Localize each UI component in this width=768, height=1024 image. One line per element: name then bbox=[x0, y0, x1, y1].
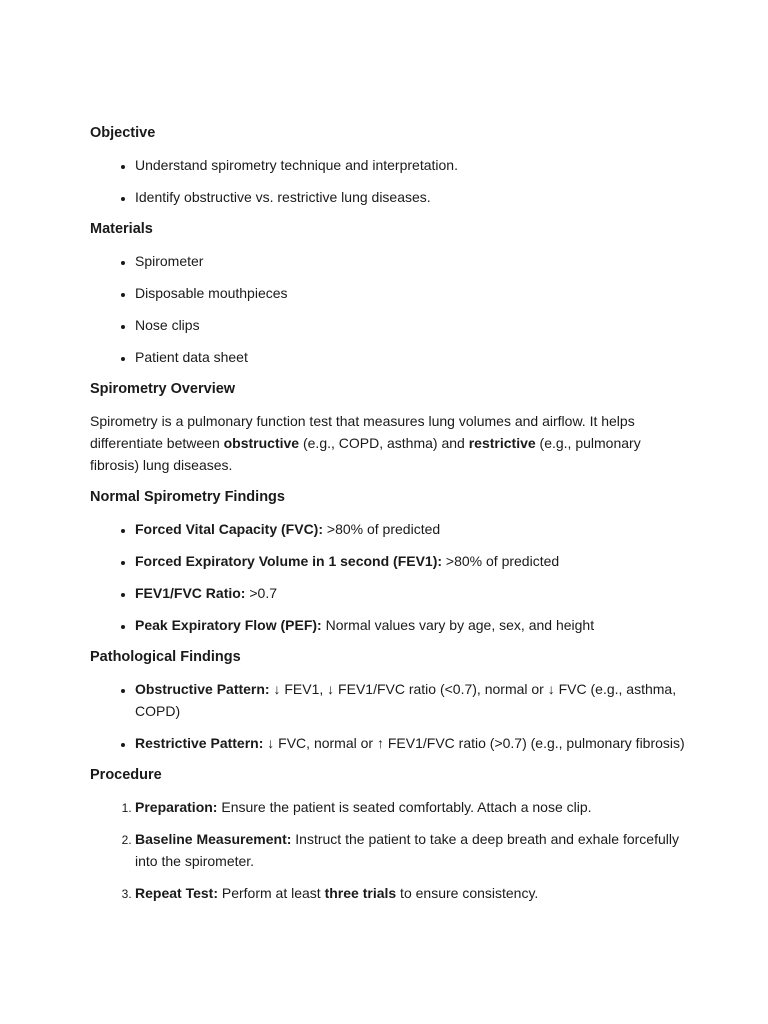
step-label: Repeat Test: bbox=[135, 885, 218, 901]
obstructive-term: obstructive bbox=[223, 435, 300, 451]
overview-paragraph bbox=[90, 410, 690, 476]
list-item: • Patient data sheet bbox=[135, 346, 690, 368]
finding-value: >80% of predicted bbox=[442, 553, 560, 569]
finding-label: Peak Expiratory Flow (PEF): bbox=[135, 617, 322, 633]
step-text: Instruct the patient to take a deep breath and exhale forcefully into the spirometer. bbox=[135, 831, 679, 869]
list-item: • Understand spirometry technique and interpretation. bbox=[135, 154, 690, 176]
pathological-findings-heading: Pathological Findings bbox=[90, 649, 241, 665]
list-item bbox=[135, 550, 690, 572]
step-text: Ensure the patient is seated comfortably. Attach a nose clip. bbox=[217, 799, 592, 815]
finding-value: Normal values vary by age, sex, and height bbox=[321, 617, 595, 633]
finding-label: Forced Vital Capacity (FVC): bbox=[135, 521, 324, 537]
list-item bbox=[135, 614, 690, 636]
list-item: • Nose clips bbox=[135, 314, 690, 336]
step-emphasis: three trials bbox=[324, 885, 397, 901]
procedure-step bbox=[135, 882, 690, 904]
list-item: • Spirometer bbox=[135, 250, 690, 272]
overview-text: (e.g., COPD, asthma) and bbox=[299, 435, 469, 451]
list-item bbox=[135, 582, 690, 604]
list-item: • Disposable mouthpieces bbox=[135, 282, 690, 304]
overview-text: Spirometry is a pulmonary function test that measures lung volumes and airflow. It helps differentiate between bbox=[90, 413, 635, 451]
pattern-description: ↓ FEV1, ↓ FEV1/FVC ratio (<0.7), normal or ↓ FVC (e.g., asthma, COPD) bbox=[135, 681, 677, 719]
finding-label: FEV1/FVC Ratio: bbox=[135, 585, 246, 601]
materials-list bbox=[90, 250, 690, 368]
procedure-step bbox=[135, 796, 690, 818]
objective-list bbox=[90, 154, 690, 208]
pathological-findings-list bbox=[90, 678, 690, 754]
materials-heading: Materials bbox=[90, 221, 153, 237]
restrictive-term: restrictive bbox=[468, 435, 536, 451]
objective-heading: Objective bbox=[90, 125, 156, 141]
normal-findings-list bbox=[90, 518, 690, 636]
overview-text: (e.g., pulmonary fibrosis) lung diseases. bbox=[90, 435, 641, 473]
overview-heading: Spirometry Overview bbox=[90, 381, 236, 397]
step-label: Baseline Measurement: bbox=[135, 831, 292, 847]
procedure-heading: Procedure bbox=[90, 767, 162, 783]
step-text: Perform at least bbox=[217, 885, 325, 901]
list-item bbox=[135, 518, 690, 540]
list-item bbox=[135, 678, 690, 722]
list-item bbox=[135, 732, 690, 754]
finding-label: Forced Expiratory Volume in 1 second (FEV1): bbox=[135, 553, 443, 569]
list-item: • Identify obstructive vs. restrictive lung diseases. bbox=[135, 186, 690, 208]
pattern-label: Obstructive Pattern: bbox=[135, 681, 270, 697]
step-text: to ensure consistency. bbox=[396, 885, 539, 901]
document-page bbox=[90, 122, 690, 914]
finding-value: >80% of predicted bbox=[323, 521, 441, 537]
finding-value: >0.7 bbox=[245, 585, 277, 601]
pattern-label: Restrictive Pattern: bbox=[135, 735, 264, 751]
normal-findings-heading: Normal Spirometry Findings bbox=[90, 489, 285, 505]
pattern-description: ↓ FVC, normal or ↑ FEV1/FVC ratio (>0.7) (e.g., pulmonary fibrosis) bbox=[263, 735, 685, 751]
procedure-list bbox=[90, 796, 690, 904]
step-label: Preparation: bbox=[135, 799, 218, 815]
procedure-step bbox=[135, 828, 690, 872]
